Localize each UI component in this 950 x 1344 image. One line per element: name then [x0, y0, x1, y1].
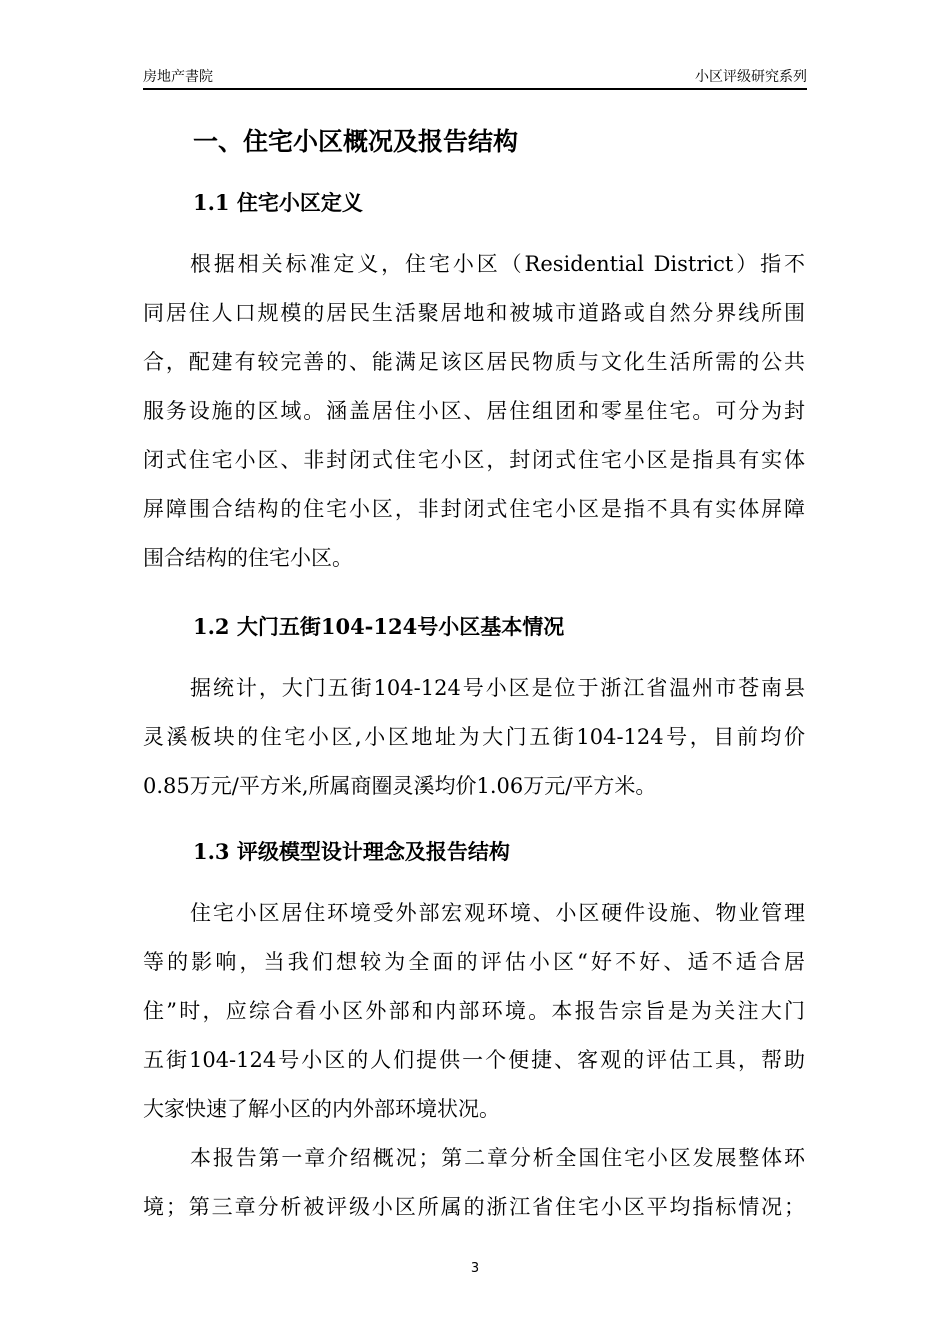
paragraph-line: 根据相关标准定义，住宅小区（Residential District）指不	[190, 252, 805, 276]
paragraph-line: 五街104-124号小区的人们提供一个便捷、客观的评估工具，帮助	[143, 1048, 805, 1072]
paragraph-line: 等的影响，当我们想较为全面的评估小区“好不好、适不适合居	[143, 950, 805, 974]
section-1-3-title: 1.3 评级模型设计理念及报告结构	[193, 839, 510, 864]
paragraph-line: 大家快速了解小区的内外部环境状况。	[143, 1097, 500, 1121]
paragraph-line: 住”时，应综合看小区外部和内部环境。本报告宗旨是为关注大门	[143, 999, 805, 1023]
paragraph-line: 据统计，大门五街104-124号小区是位于浙江省温州市苍南县	[190, 676, 805, 700]
header-left: 房地产書院	[143, 69, 213, 85]
paragraph-line: 境；第三章分析被评级小区所属的浙江省住宅小区平均指标情况；	[143, 1195, 805, 1219]
page-number: 3	[470, 1261, 480, 1276]
paragraph-line: 围合结构的住宅小区。	[143, 546, 353, 570]
paragraph-line: 合，配建有较完善的、能满足该区居民物质与文化生活所需的公共	[143, 350, 805, 374]
section-1-2-title: 1.2 大门五街104-124号小区基本情况	[193, 614, 565, 639]
paragraph-line: 闭式住宅小区、非封闭式住宅小区，封闭式住宅小区是指具有实体	[143, 448, 805, 472]
paragraph-line: 同居住人口规模的居民生活聚居地和被城市道路或自然分界线所围	[143, 301, 805, 325]
header-rule	[143, 88, 807, 90]
paragraph-line: 本报告第一章介绍概况；第二章分析全国住宅小区发展整体环	[190, 1146, 805, 1170]
chapter-title: 一、住宅小区概况及报告结构	[193, 127, 519, 156]
paragraph-line: 灵溪板块的住宅小区,小区地址为大门五街104-124号，目前均价	[143, 725, 805, 749]
paragraph-line: 服务设施的区域。涵盖居住小区、居住组团和零星住宅。可分为封	[143, 399, 805, 423]
header-right: 小区评级研究系列	[695, 69, 807, 85]
paragraph-line: 屏障围合结构的住宅小区，非封闭式住宅小区是指不具有实体屏障	[143, 497, 805, 521]
paragraph-line: 0.85万元/平方米,所属商圈灵溪均价1.06万元/平方米。	[143, 774, 657, 798]
section-1-1-title: 1.1 住宅小区定义	[193, 190, 363, 215]
paragraph-line: 住宅小区居住环境受外部宏观环境、小区硬件设施、物业管理	[190, 901, 805, 925]
